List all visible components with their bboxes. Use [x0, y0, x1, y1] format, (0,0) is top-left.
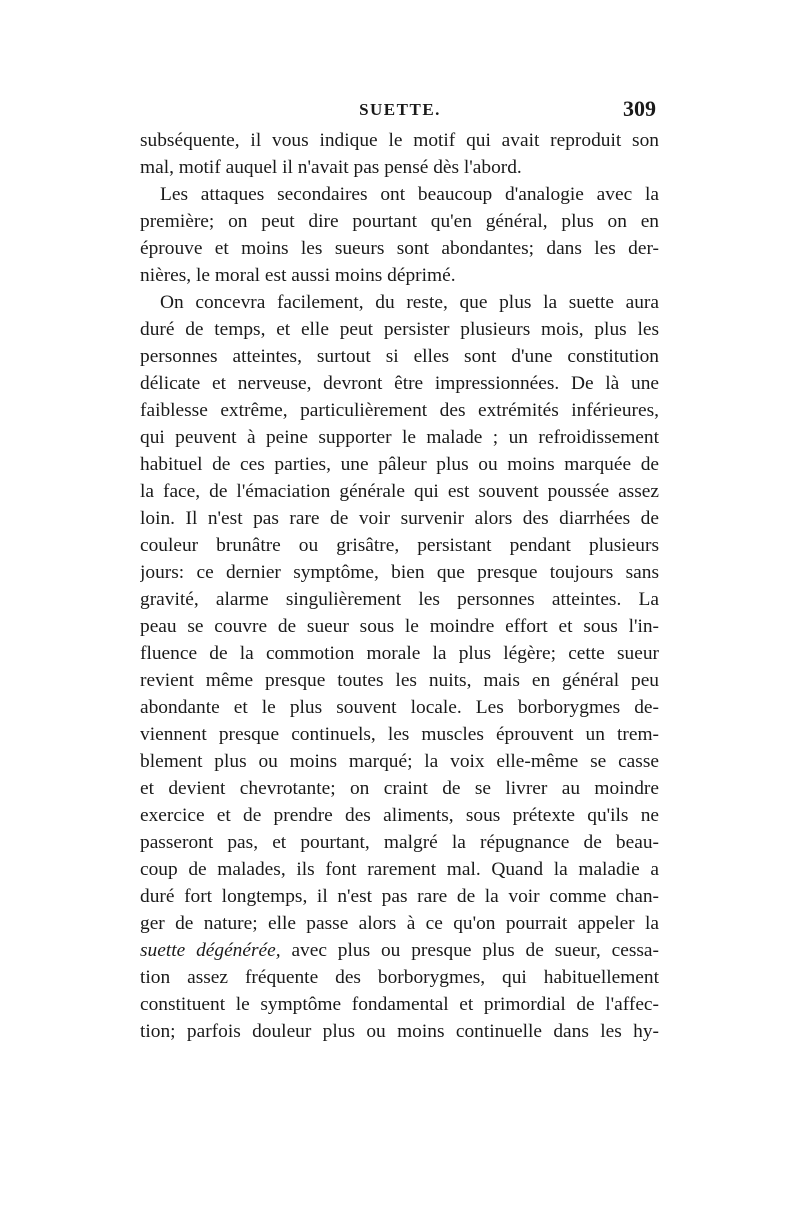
- italic-term: suette dégénérée,: [140, 940, 281, 961]
- text-line: tion assez fréquente des borborygmes, qui habituellement: [140, 967, 659, 988]
- text-line: nières, le moral est aussi moins déprimé.: [140, 265, 456, 286]
- text-line: revient même presque toutes les nuits, mais en général peu: [140, 670, 659, 691]
- text-line: blement plus ou moins marqué; la voix elle-même se casse: [140, 751, 659, 772]
- text-line: fluence de la commotion morale la plus légère; cette sueur: [140, 643, 659, 664]
- page-number: 309: [623, 96, 656, 121]
- text-line: habituel de ces parties, une pâleur plus ou moins marquée de: [140, 454, 659, 475]
- text-line: peau se couvre de sueur sous le moindre effort et sous l'in-: [140, 616, 659, 637]
- text-line: ger de nature; elle passe alors à ce qu'on pourrait appeler la: [140, 913, 659, 934]
- text-line: subséquente, il vous indique le motif qui avait reproduit son: [140, 130, 659, 151]
- text-line-rest: avec plus ou presque plus de sueur, cessa-: [280, 940, 659, 961]
- text-line: loin. Il n'est pas rare de voir survenir alors des diarrhées de: [140, 508, 659, 529]
- text-line-with-italic: [140, 937, 659, 964]
- text-line: première; on peut dire pourtant qu'en général, plus on en: [140, 211, 659, 232]
- text-line: mal, motif auquel il n'avait pas pensé dès l'abord.: [140, 157, 522, 178]
- running-title: SUETTE.: [359, 100, 441, 119]
- running-head: [140, 96, 660, 126]
- text-line: viennent presque continuels, les muscles éprouvent un trem-: [140, 724, 659, 745]
- text-line: faiblesse extrême, particulièrement des extrémités inférieures,: [140, 400, 659, 421]
- text-line: tion; parfois douleur plus ou moins continuelle dans les hy-: [140, 1021, 659, 1042]
- text-line: duré de temps, et elle peut persister plusieurs mois, plus les: [140, 319, 659, 340]
- paragraph-start-line: Les attaques secondaires ont beaucoup d'analogie avec la: [160, 184, 659, 205]
- text-line: la face, de l'émaciation générale qui est souvent poussée assez: [140, 481, 659, 502]
- text-line: jours: ce dernier symptôme, bien que presque toujours sans: [140, 562, 659, 583]
- text-line: délicate et nerveuse, devront être impressionnées. De là une: [140, 373, 659, 394]
- text-line: passeront pas, et pourtant, malgré la répugnance de beau-: [140, 832, 659, 853]
- text-line: et devient chevrotante; on craint de se livrer au moindre: [140, 778, 659, 799]
- text-line: exercice et de prendre des aliments, sous prétexte qu'ils ne: [140, 805, 659, 826]
- text-line: duré fort longtemps, il n'est pas rare de la voir comme chan-: [140, 886, 659, 907]
- text-line: gravité, alarme singulièrement les personnes atteintes. La: [140, 589, 659, 610]
- text-line: éprouve et moins les sueurs sont abondantes; dans les der-: [140, 238, 659, 259]
- paragraph-start-line: On concevra facilement, du reste, que plus la suette aura: [160, 292, 659, 313]
- text-line: coup de malades, ils font rarement mal. Quand la maladie a: [140, 859, 659, 880]
- text-line: qui peuvent à peine supporter le malade ; un refroidissement: [140, 427, 659, 448]
- text-line: personnes atteintes, surtout si elles sont d'une constitution: [140, 346, 659, 367]
- text-line: abondante et le plus souvent locale. Les borborygmes de-: [140, 697, 659, 718]
- text-line: constituent le symptôme fondamental et primordial de l'affec-: [140, 994, 659, 1015]
- body-text: [140, 127, 659, 1045]
- text-line: couleur brunâtre ou grisâtre, persistant pendant plusieurs: [140, 535, 659, 556]
